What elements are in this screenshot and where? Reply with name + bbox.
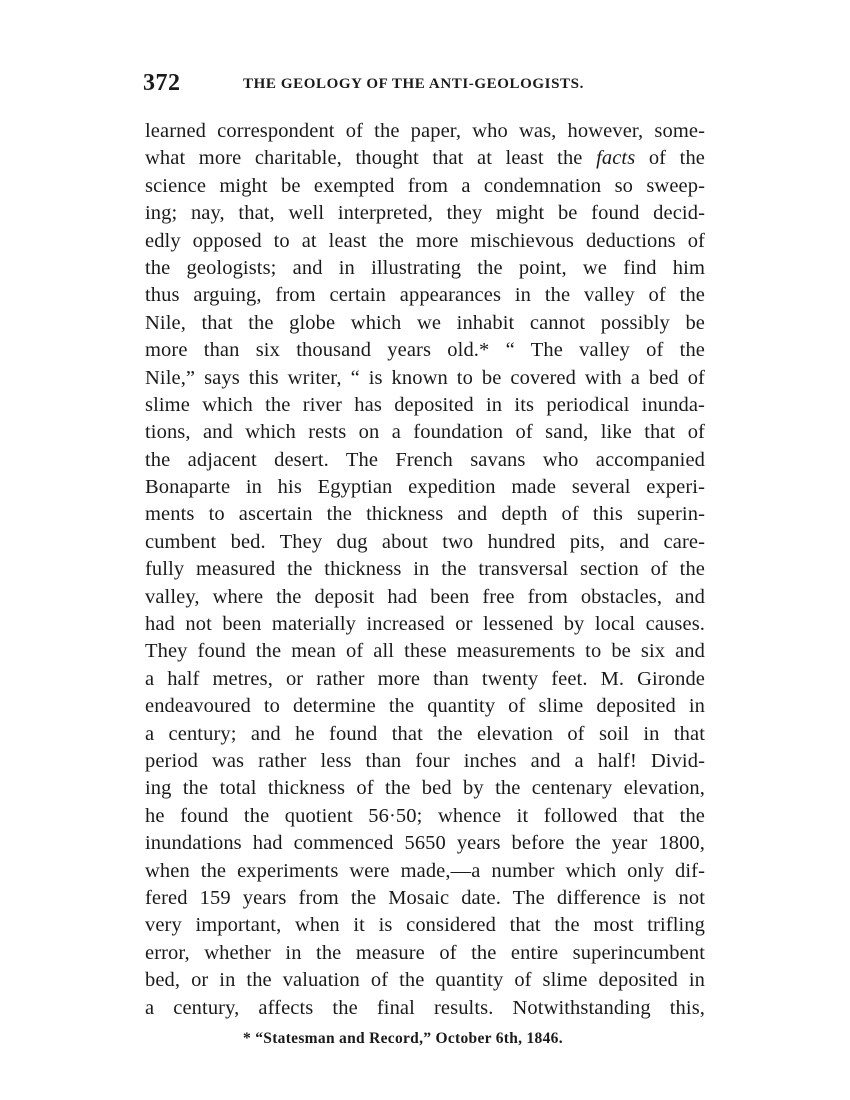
text-line: a half metres, or rather more than twenty feet. M. Gironde [145,667,705,690]
text-line: Bonaparte in his Egyptian expedition made several experi- [145,476,705,499]
footnote: * “Statesman and Record,” October 6th, 1846. [243,1030,563,1047]
text-line: very important, when it is considered that the most trifling [145,914,705,937]
text-line: fully measured the thickness in the transversal section of the [145,558,705,581]
text-line: error, whether in the measure of the entire superincumbent [145,941,705,964]
text-line: cumbent bed. They dug about two hundred pits, and care- [145,530,705,553]
text-line: when the experiments were made,—a number which only dif- [145,859,705,882]
text-line: fered 159 years from the Mosaic date. The difference is not [145,886,705,909]
text-line: science might be exempted from a condemnation so sweep- [145,174,705,197]
text-line: period was rather less than four inches and a half! Divid- [145,749,705,772]
text-line: a century; and he found that the elevation of soil in that [145,722,705,745]
page-header [143,70,703,100]
text-line: had not been materially increased or lessened by local causes. [145,613,705,636]
page-number: 372 [143,70,181,96]
text-line: Nile, that the globe which we inhabit cannot possibly be [145,311,705,334]
text-line: edly opposed to at least the more mischievous deductions of [145,229,705,252]
text-line: more than six thousand years old.* “ The valley of the [145,339,705,362]
text-line: endeavoured to determine the quantity of slime deposited in [145,695,705,718]
text-line: he found the quotient 56·50; whence it followed that the [145,804,705,827]
italic-word: facts [596,147,636,170]
text-line: tions, and which rests on a foundation of sand, like that of [145,421,705,444]
body-text [145,118,705,1022]
text-line: the geologists; and in illustrating the point, we find him [145,256,705,279]
text-line: Nile,” says this writer, “ is known to be covered with a bed of [145,366,705,389]
text-line: They found the mean of all these measurements to be six and [145,640,705,663]
text-line: thus arguing, from certain appearances in the valley of the [145,284,705,307]
text-line: valley, where the deposit had been free from obstacles, and [145,585,705,608]
text-line: what more charitable, thought that at least the facts of the [145,147,705,170]
text-line: learned correspondent of the paper, who was, however, some- [145,120,705,142]
text-line: ments to ascertain the thickness and depth of this superin- [145,503,705,526]
text-line: inundations had commenced 5650 years before the year 1800, [145,832,705,855]
text-line: ing the total thickness of the bed by the centenary elevation, [145,777,705,800]
text-line: slime which the river has deposited in its periodical inunda- [145,393,705,416]
text-line: a century, affects the final results. Notwithstanding this, [145,996,705,1019]
text-line: ing; nay, that, well interpreted, they might be found decid- [145,202,705,225]
text-line: the adjacent desert. The French savans who accompanied [145,448,705,471]
running-head: THE GEOLOGY OF THE ANTI-GEOLOGISTS. [243,76,584,92]
text-line: bed, or in the valuation of the quantity of slime deposited in [145,969,705,992]
